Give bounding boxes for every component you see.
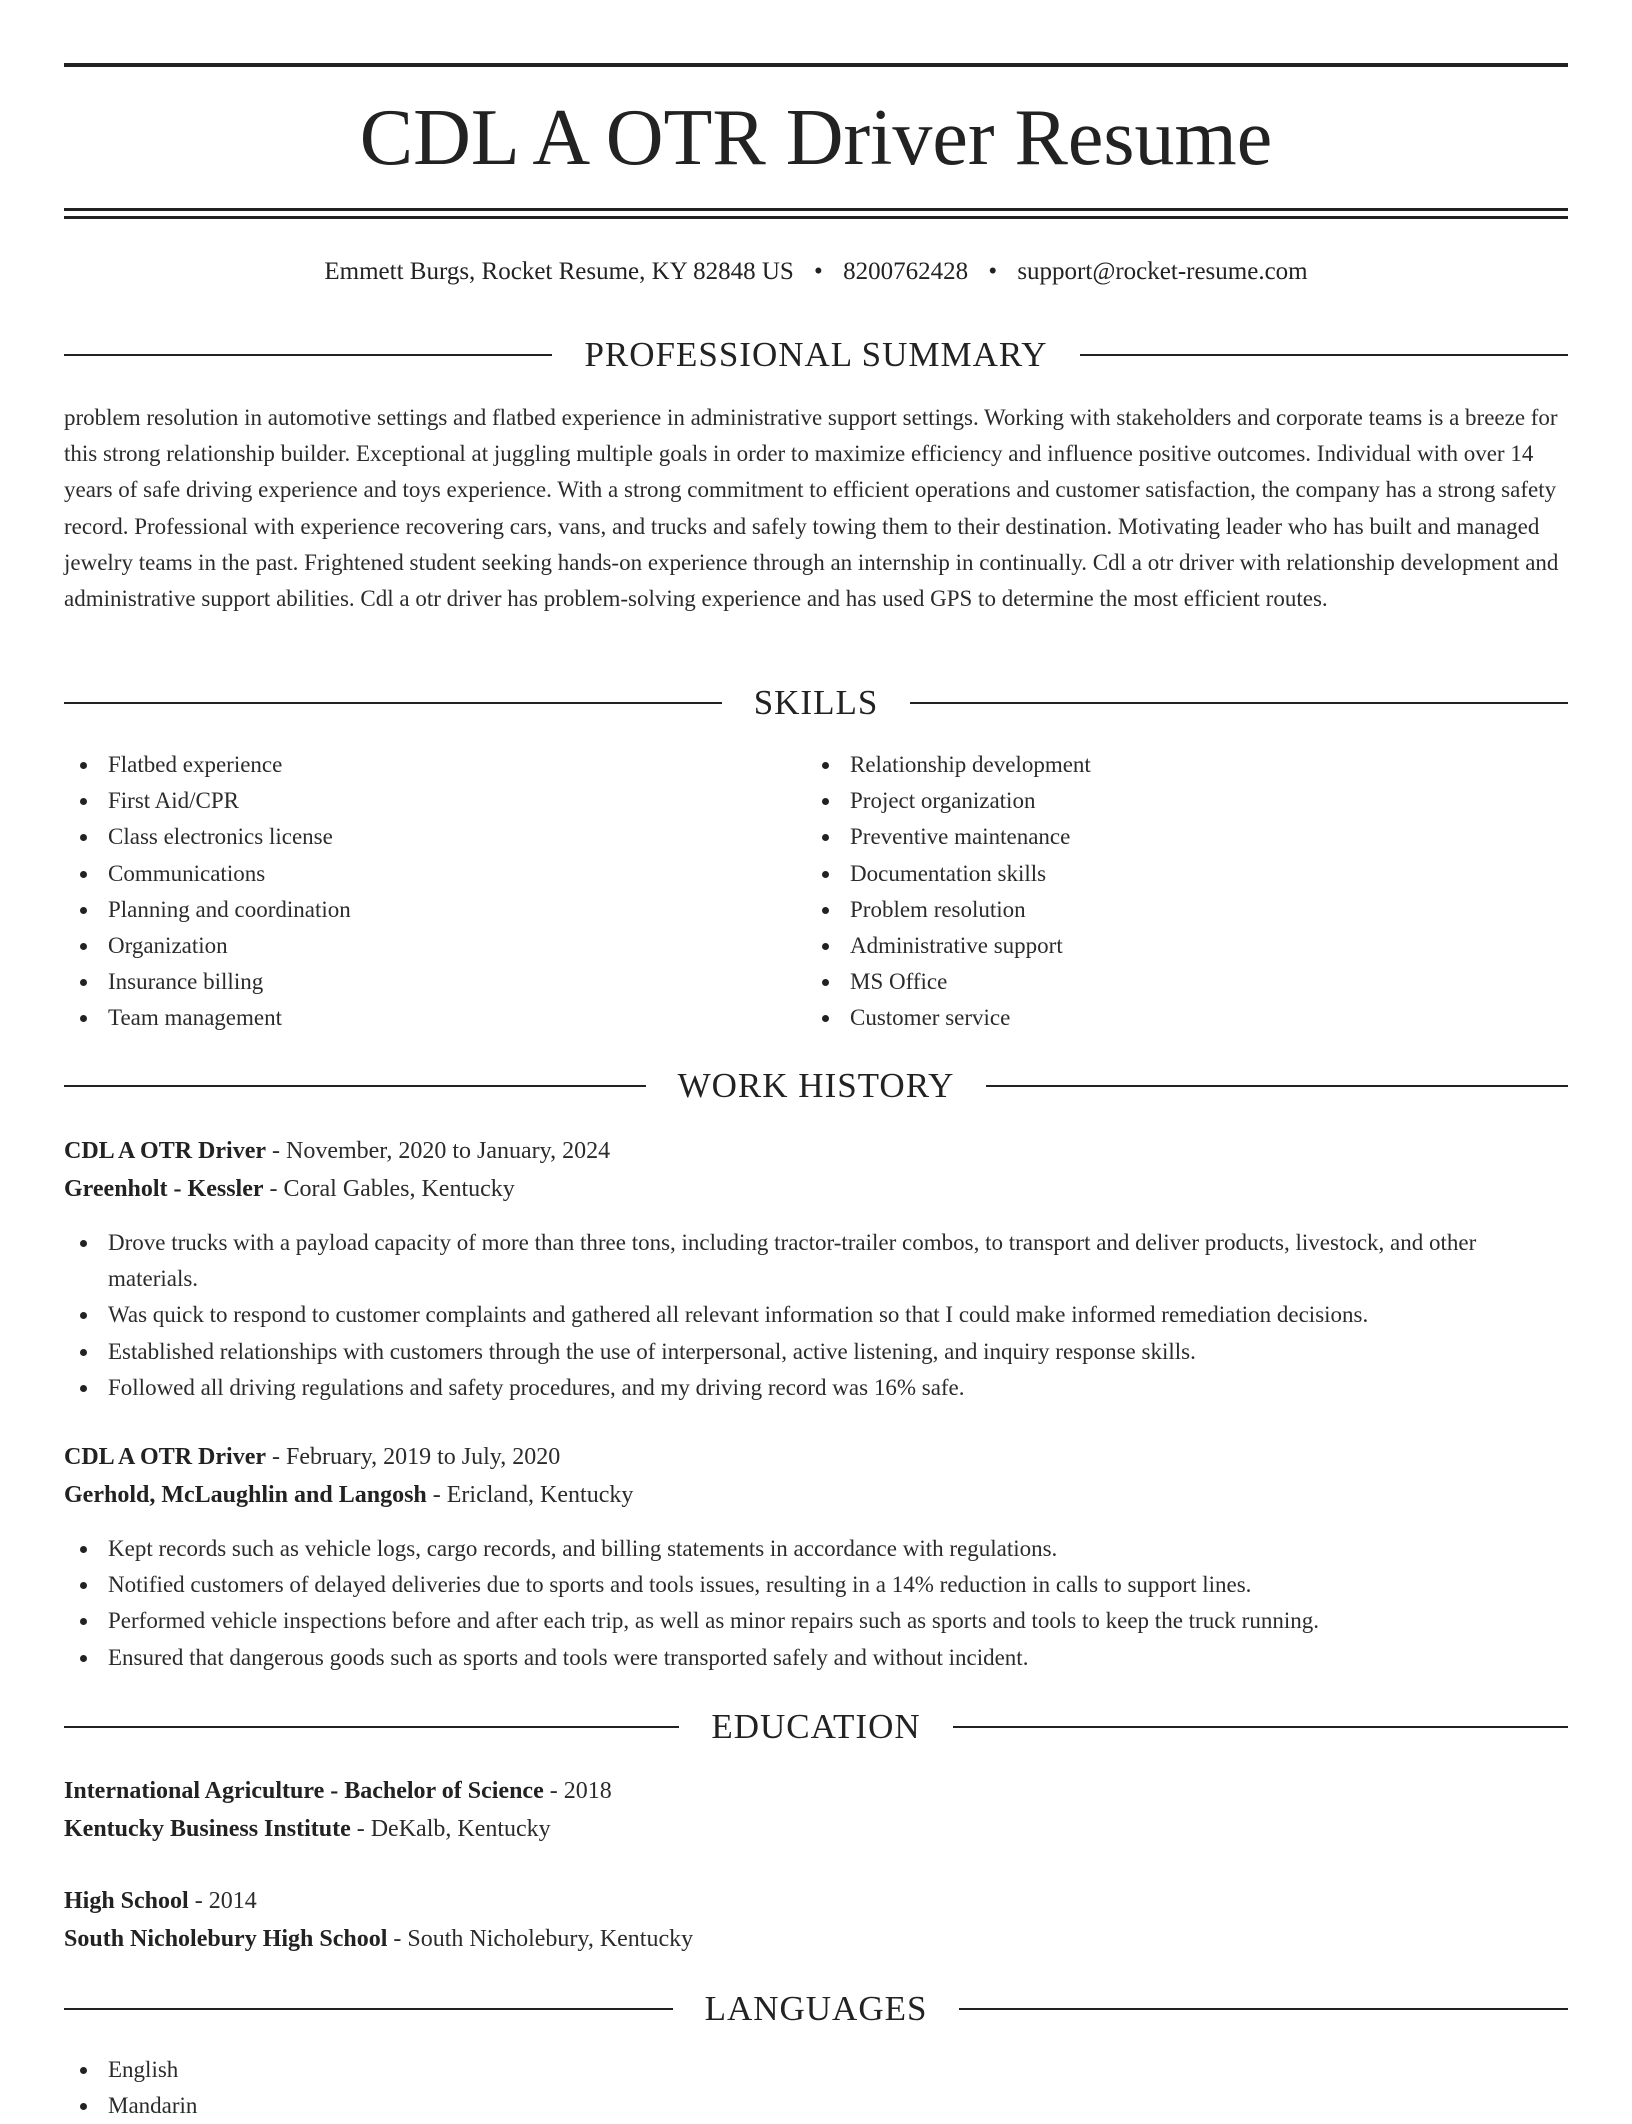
job-title-line [64, 1133, 1568, 1169]
skills-list-right [806, 747, 1546, 1037]
skill-item: Flatbed experience [64, 747, 804, 783]
contact-phone: 8200762428 [843, 258, 969, 285]
skill-item: MS Office [806, 964, 1546, 1000]
skill-item: Class electronics license [64, 819, 804, 855]
skill-item: Problem resolution [806, 892, 1546, 928]
job-title: CDL A OTR Driver [64, 1444, 266, 1470]
heading-rule [64, 1085, 646, 1087]
job-duty: Notified customers of delayed deliveries due to sports and tools issues, resulting in a 14% reduction in calls to support lines. [64, 1567, 1568, 1603]
job-title-line [64, 1439, 1568, 1475]
skill-item: Team management [64, 1000, 804, 1036]
job-duties-list [64, 1531, 1568, 1676]
education-degree-line [64, 1883, 1568, 1919]
heading-rule [1080, 354, 1568, 356]
job-duty: Established relationships with customers through the use of interpersonal, active listening, and inquiry response skills. [64, 1334, 1568, 1370]
heading-rule [64, 2008, 673, 2010]
section-title: EDUCATION [711, 1707, 921, 1746]
job-duty: Followed all driving regulations and safety procedures, and my driving record was 16% safe. [64, 1370, 1568, 1406]
education-school-line [64, 1811, 1568, 1847]
skill-item: Documentation skills [806, 856, 1546, 892]
job-company: Greenholt - Kessler [64, 1176, 264, 1202]
heading-rule [64, 1726, 679, 1728]
resume-title: CDL A OTR Driver Resume [359, 94, 1273, 182]
skill-item: Preventive maintenance [806, 819, 1546, 855]
education-degree: High School [64, 1888, 189, 1914]
job-duty: Ensured that dangerous goods such as sports and tools were transported safely and without incident. [64, 1640, 1568, 1676]
contact-separator: • [814, 258, 823, 285]
skill-item: Relationship development [806, 747, 1546, 783]
title-double-rule-upper [64, 208, 1568, 211]
title-double-rule-lower [64, 216, 1568, 219]
job-location: - Ericland, Kentucky [426, 1482, 634, 1508]
education-school: South Nicholebury High School [64, 1926, 388, 1952]
heading-rule [64, 702, 722, 704]
heading-rule [953, 1726, 1568, 1728]
skill-item: Customer service [806, 1000, 1546, 1036]
section-heading-languages [64, 1987, 1568, 2031]
language-item: English [64, 2052, 1568, 2088]
summary-text: problem resolution in automotive settings and flatbed experience in administrative support settings. Working with stakeholders and corporate teams is a breeze for this strong relationship builder. Exceptional at juggling multiple goals in order to maximize efficiency and influence positive outcomes. Individual with over 14 years of safe driving experience and toys experience. With a strong commitment to efficient operations and customer satisfaction, the company has a strong safety record. Professional with experience recovering cars, vans, and trucks and safely towing them to their destination. Motivating leader who has built and managed jewelry teams in the past. Frightened student seeking hands-on experience through an internship in continually. Cdl a otr driver with relationship development and administrative support abilities. Cdl a otr driver has problem-solving experience and has used GPS to determine the most efficient routes. [64, 405, 1559, 612]
section-heading-work [64, 1064, 1568, 1108]
education-year: - 2014 [188, 1888, 257, 1914]
education-degree: International Agriculture - Bachelor of Science [64, 1778, 544, 1804]
section-title: PROFESSIONAL SUMMARY [584, 335, 1048, 374]
job-duty: Was quick to respond to customer complaints and gathered all relevant information so that I could make informed remediation decisions. [64, 1297, 1568, 1333]
job-duty: Performed vehicle inspections before and after each trip, as well as minor repairs such as sports and tools to keep the truck running. [64, 1603, 1568, 1639]
languages-list [64, 2052, 1568, 2124]
section-heading-summary [64, 333, 1568, 377]
job-duty: Drove trucks with a payload capacity of more than three tons, including tractor-trailer combos, to transport and deliver products, livestock, and other materials. [64, 1225, 1568, 1297]
contact-address: Emmett Burgs, Rocket Resume, KY 82848 US [324, 258, 794, 285]
job-company: Gerhold, McLaughlin and Langosh [64, 1482, 427, 1508]
contact-line [64, 254, 1568, 290]
skill-item: Organization [64, 928, 804, 964]
skill-item: Planning and coordination [64, 892, 804, 928]
skill-item: Insurance billing [64, 964, 804, 1000]
job-dates: - November, 2020 to January, 2024 [266, 1138, 611, 1164]
education-school-line [64, 1921, 1568, 1957]
skill-item: First Aid/CPR [64, 783, 804, 819]
skill-item: Project organization [806, 783, 1546, 819]
skills-list-left [64, 747, 804, 1037]
job-company-line [64, 1477, 1568, 1513]
education-year: - 2018 [543, 1778, 612, 1804]
section-heading-skills [64, 681, 1568, 725]
section-title: SKILLS [753, 683, 879, 722]
education-degree-line [64, 1773, 1568, 1809]
skill-item: Communications [64, 856, 804, 892]
language-item: Mandarin [64, 2088, 1568, 2124]
section-title: WORK HISTORY [677, 1066, 955, 1105]
job-duty: Kept records such as vehicle logs, cargo records, and billing statements in accordance with regulations. [64, 1531, 1568, 1567]
education-location: - DeKalb, Kentucky [350, 1816, 551, 1842]
skill-item: Administrative support [806, 928, 1546, 964]
contact-separator: • [988, 258, 998, 285]
section-heading-education [64, 1705, 1568, 1749]
job-company-line [64, 1171, 1568, 1207]
heading-rule [910, 702, 1568, 704]
heading-rule [959, 2008, 1568, 2010]
job-duties-list [64, 1225, 1568, 1406]
education-location: - South Nicholebury, Kentucky [387, 1926, 694, 1952]
education-school: Kentucky Business Institute [64, 1816, 351, 1842]
top-rule [64, 63, 1568, 67]
section-title: LANGUAGES [704, 1989, 928, 2028]
contact-email: support@rocket-resume.com [1017, 258, 1308, 285]
job-location: - Coral Gables, Kentucky [263, 1176, 515, 1202]
heading-rule [64, 354, 552, 356]
job-title: CDL A OTR Driver [64, 1138, 266, 1164]
heading-rule [986, 1085, 1568, 1087]
job-dates: - February, 2019 to July, 2020 [266, 1444, 561, 1470]
